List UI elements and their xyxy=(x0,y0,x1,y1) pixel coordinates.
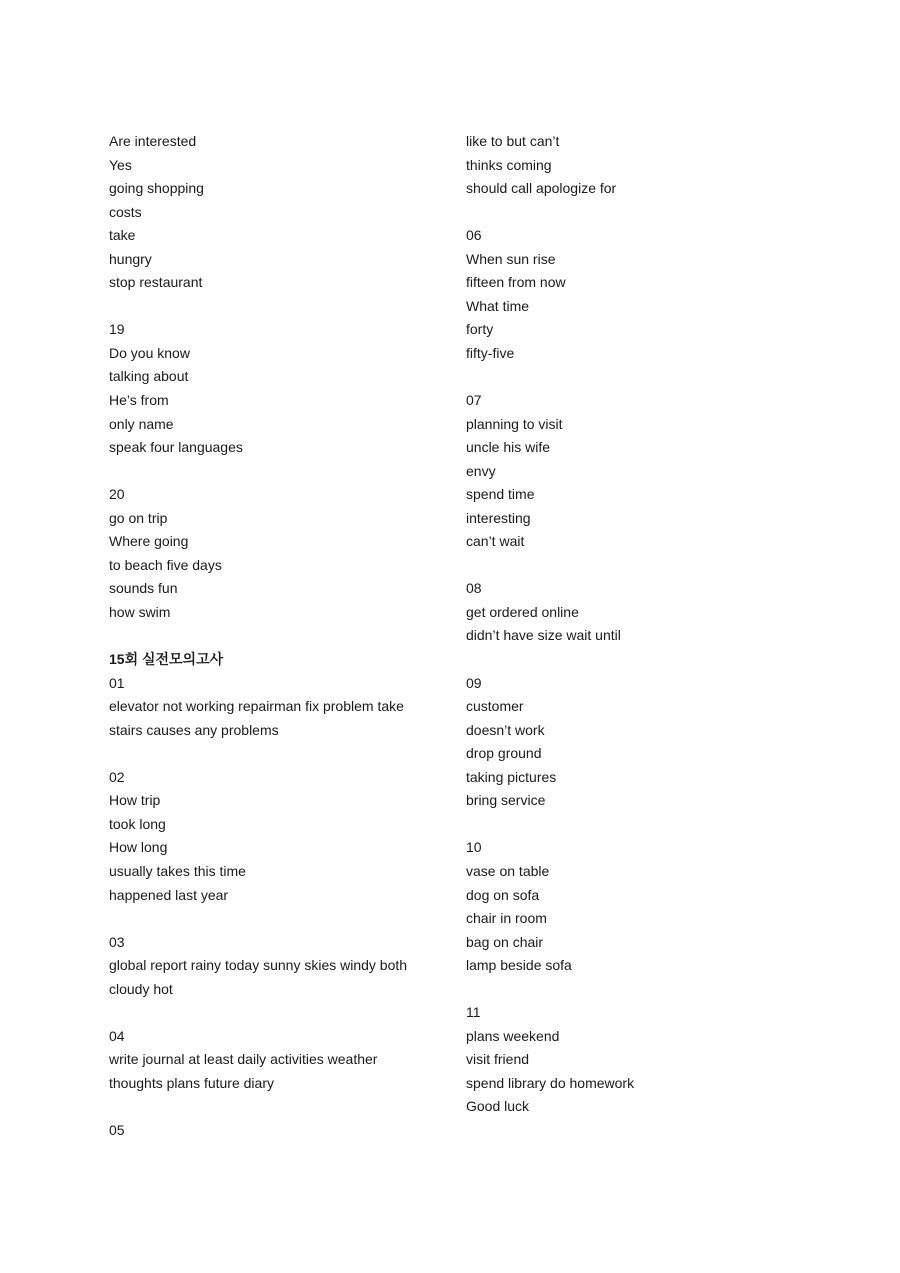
answer-line: doesn’t work xyxy=(466,721,545,738)
blank-line xyxy=(466,201,806,225)
answer-line: visit friend xyxy=(466,1051,530,1068)
answer-line: take xyxy=(109,227,136,244)
answer-line: sounds fun xyxy=(109,580,178,597)
answer-line: taking pictures xyxy=(466,768,557,785)
answer-line: fifteen from now xyxy=(466,274,566,291)
answer-line: thoughts plans future diary xyxy=(109,1074,274,1091)
question-number: 02 xyxy=(109,768,125,785)
blank-line xyxy=(109,907,439,931)
answer-line: spend time xyxy=(466,486,535,503)
answer-line: speak four languages xyxy=(109,439,243,456)
answer-line: to beach five days xyxy=(109,556,222,573)
answer-line: can’t wait xyxy=(466,533,525,550)
answer-line: cloudy hot xyxy=(109,980,173,997)
answer-line: How long xyxy=(109,839,168,856)
section-heading: 15회 실전모의고사 xyxy=(109,651,224,668)
question-number: 19 xyxy=(109,321,125,338)
answer-line: stairs causes any problems xyxy=(109,721,279,738)
answer-line: hungry xyxy=(109,250,152,267)
question-number: 04 xyxy=(109,1027,125,1044)
answer-line: drop ground xyxy=(466,745,542,762)
answer-line: planning to visit xyxy=(466,415,563,432)
blank-line xyxy=(109,1095,439,1119)
answer-line: global report rainy today sunny skies windy both xyxy=(109,957,408,974)
answer-line: Yes xyxy=(109,156,132,173)
answer-line: vase on table xyxy=(466,862,550,879)
answer-line: envy xyxy=(466,462,496,479)
answer-line: lamp beside sofa xyxy=(466,957,572,974)
answer-line: interesting xyxy=(466,509,531,526)
answer-line: only name xyxy=(109,415,174,432)
blank-line xyxy=(466,554,806,578)
answer-line: talking about xyxy=(109,368,189,385)
answer-line: chair in room xyxy=(466,910,547,927)
question-number: 03 xyxy=(109,933,125,950)
blank-line xyxy=(109,295,439,319)
blank-line xyxy=(466,978,806,1002)
blank-line xyxy=(109,742,439,766)
blank-line xyxy=(109,624,439,648)
right-column xyxy=(466,130,806,1119)
answer-line: costs xyxy=(109,203,142,220)
answer-line: usually takes this time xyxy=(109,862,246,879)
answer-line: happened last year xyxy=(109,886,229,903)
answer-line: elevator not working repairman fix problem take xyxy=(109,698,404,715)
answer-line: dog on sofa xyxy=(466,886,540,903)
question-number: 01 xyxy=(109,674,125,691)
answer-line: When sun rise xyxy=(466,250,556,267)
answer-line: going shopping xyxy=(109,180,204,197)
answer-line: write journal at least daily activities weather xyxy=(109,1051,378,1068)
answer-line: get ordered online xyxy=(466,603,579,620)
answer-line: plans weekend xyxy=(466,1027,560,1044)
answer-line: bring service xyxy=(466,792,546,809)
blank-line xyxy=(466,648,806,672)
answer-line: like to but can’t xyxy=(466,133,560,149)
answer-line: He’s from xyxy=(109,392,169,409)
question-number: 20 xyxy=(109,486,125,503)
answer-line: customer xyxy=(466,698,524,715)
answer-line: uncle his wife xyxy=(466,439,551,456)
answer-line: How trip xyxy=(109,792,161,809)
answer-line: Good luck xyxy=(466,1098,530,1115)
answer-line: forty xyxy=(466,321,494,338)
answer-line: thinks coming xyxy=(466,156,552,173)
question-number: 09 xyxy=(466,674,482,691)
answer-line: go on trip xyxy=(109,509,168,526)
question-number: 05 xyxy=(109,1121,125,1138)
answer-line: stop restaurant xyxy=(109,274,203,291)
answer-line: how swim xyxy=(109,603,171,620)
answer-line: Are interested xyxy=(109,133,197,149)
question-number: 10 xyxy=(466,839,482,856)
left-column xyxy=(109,130,439,1143)
answer-line: fifty-five xyxy=(466,344,515,361)
answer-line: bag on chair xyxy=(466,933,544,950)
blank-line xyxy=(466,813,806,837)
question-number: 11 xyxy=(466,1004,481,1021)
blank-line xyxy=(109,460,439,484)
answer-line: should call apologize for xyxy=(466,180,617,197)
question-number: 07 xyxy=(466,392,482,409)
blank-line xyxy=(109,1001,439,1025)
answer-line: What time xyxy=(466,297,530,314)
answer-line: spend library do homework xyxy=(466,1074,635,1091)
answer-line: Where going xyxy=(109,533,189,550)
answer-line: Do you know xyxy=(109,344,190,361)
question-number: 06 xyxy=(466,227,482,244)
blank-line xyxy=(466,365,806,389)
answer-line: took long xyxy=(109,815,166,832)
question-number: 08 xyxy=(466,580,482,597)
answer-line: didn’t have size wait until xyxy=(466,627,621,644)
